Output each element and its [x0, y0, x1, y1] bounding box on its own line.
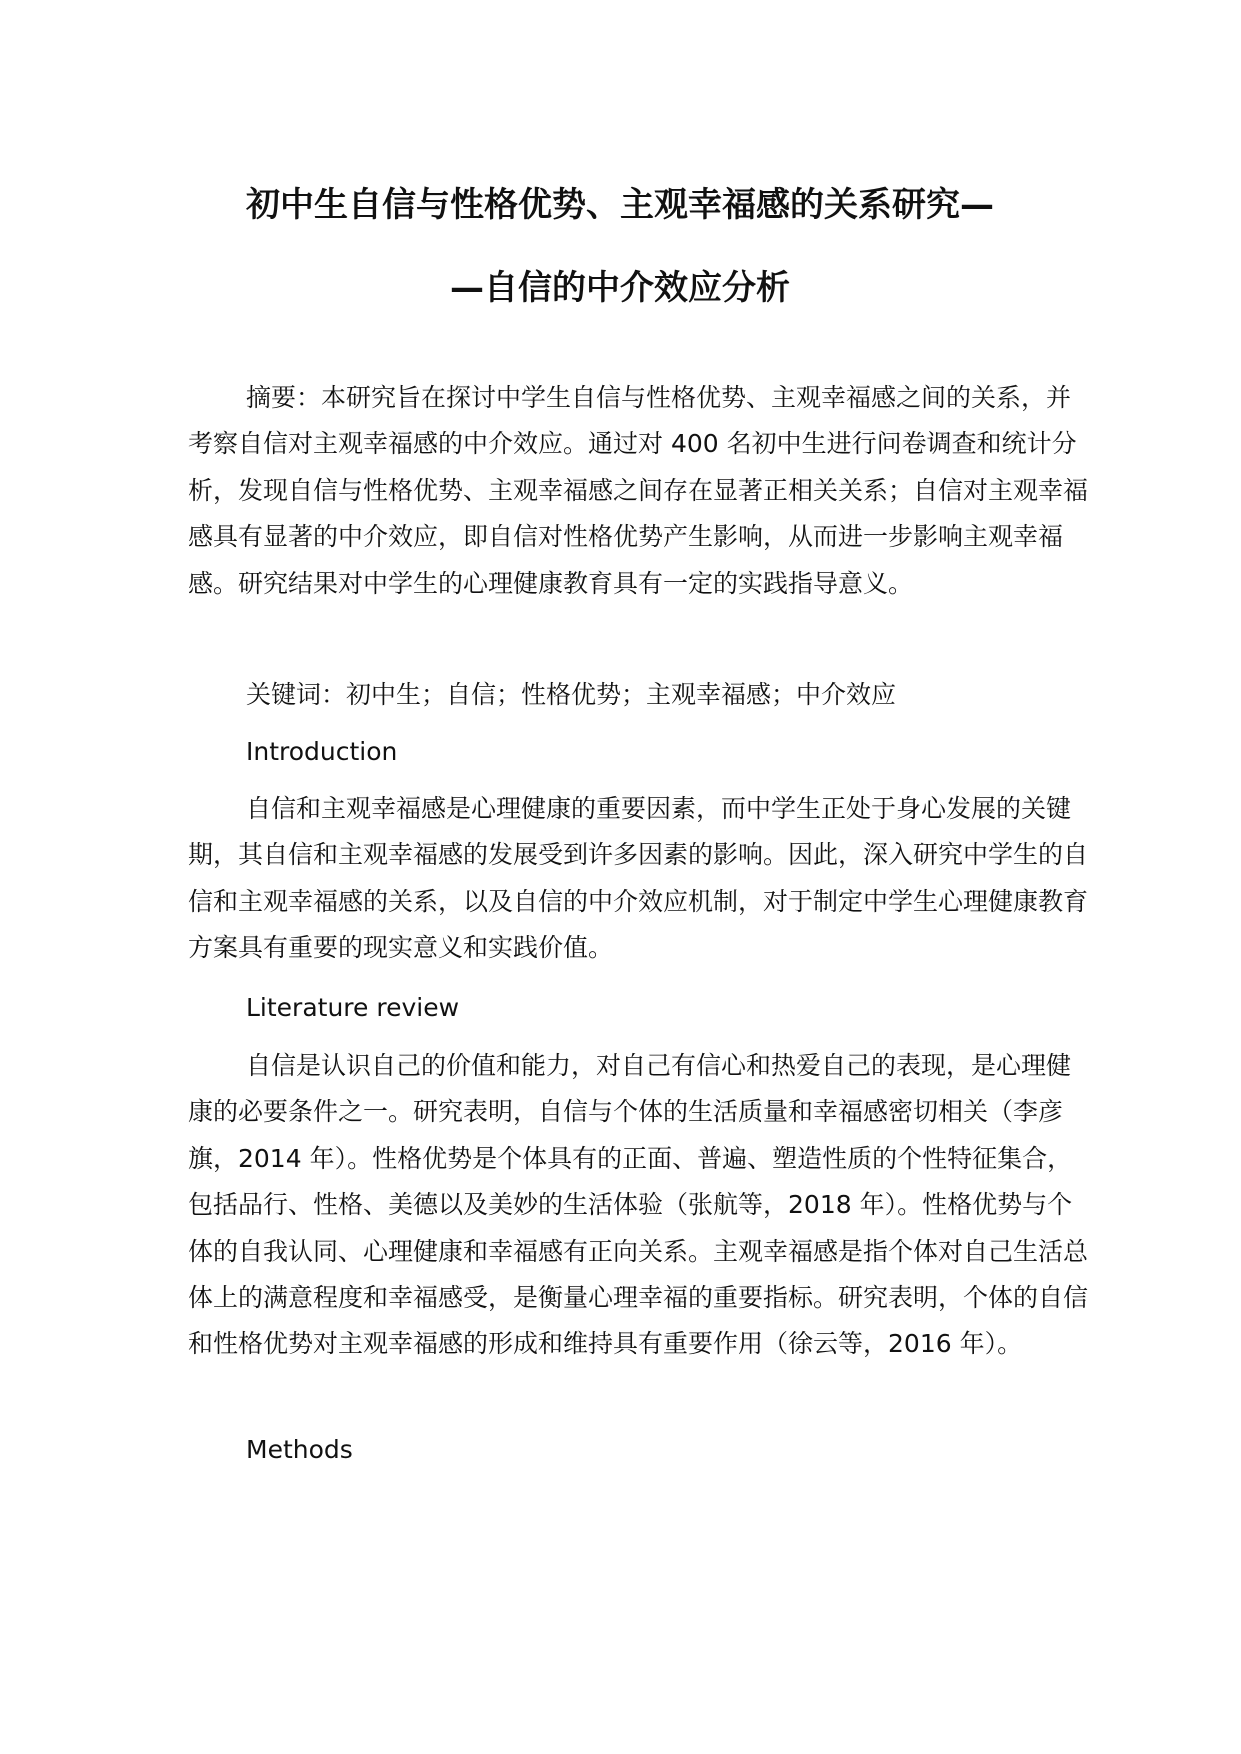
document-title-line-1: 初中生自信与性格优势、主观幸福感的关系研究— [246, 185, 994, 225]
literature-review-paragraph: 自信是认识自己的价值和能力，对自己有信心和热爱自己的表现，是心理健康的必要条件之一。研究表明，自信与个体的生活质量和幸福感密切相关（李彦旗，2014 年）。性格优势是个体具有的正面、普遍、塑造性质的个性特征集合，包括品行、性格、美德以及美妙的生活体验（张航等，2018 年）。性格优势与个体的自我认同、心理健康和幸福感有正向关系。主观幸福感是指个体对自己生活总体上的满意程度和幸福感受，是衡量心理幸福的重要指标。研究表明，个体的自信和性格优势对主观幸福感的形成和维持具有重要作用（徐云等，2016 年）。 [188, 1051, 1089, 1359]
keywords-line: 关键词：初中生；自信；性格优势；主观幸福感；中介效应 [246, 680, 897, 709]
literature-review-heading: Literature review [246, 993, 460, 1022]
introduction-paragraph: 自信和主观幸福感是心理健康的重要因素，而中学生正处于身心发展的关键期，其自信和主观幸福感的发展受到许多因素的影响。因此，深入研究中学生的自信和主观幸福感的关系，以及自信的中介效应机制，对于制定中学生心理健康教育方案具有重要的现实意义和实践价值。 [188, 794, 1089, 963]
methods-heading: Methods [246, 1435, 353, 1464]
document-title-line-2: —自信的中介效应分析 [450, 268, 790, 308]
abstract-paragraph: 摘要：本研究旨在探讨中学生自信与性格优势、主观幸福感之间的关系，并考察自信对主观幸福感的中介效应。通过对 400 名初中生进行问卷调查和统计分析，发现自信与性格优势、主观幸福感之间存在显著正相关关系；自信对主观幸福感具有显著的中介效应，即自信对性格优势产生影响，从而进一步影响主观幸福感。研究结果对中学生的心理健康教育具有一定的实践指导意义。 [188, 383, 1089, 598]
introduction-heading: Introduction [246, 737, 398, 766]
